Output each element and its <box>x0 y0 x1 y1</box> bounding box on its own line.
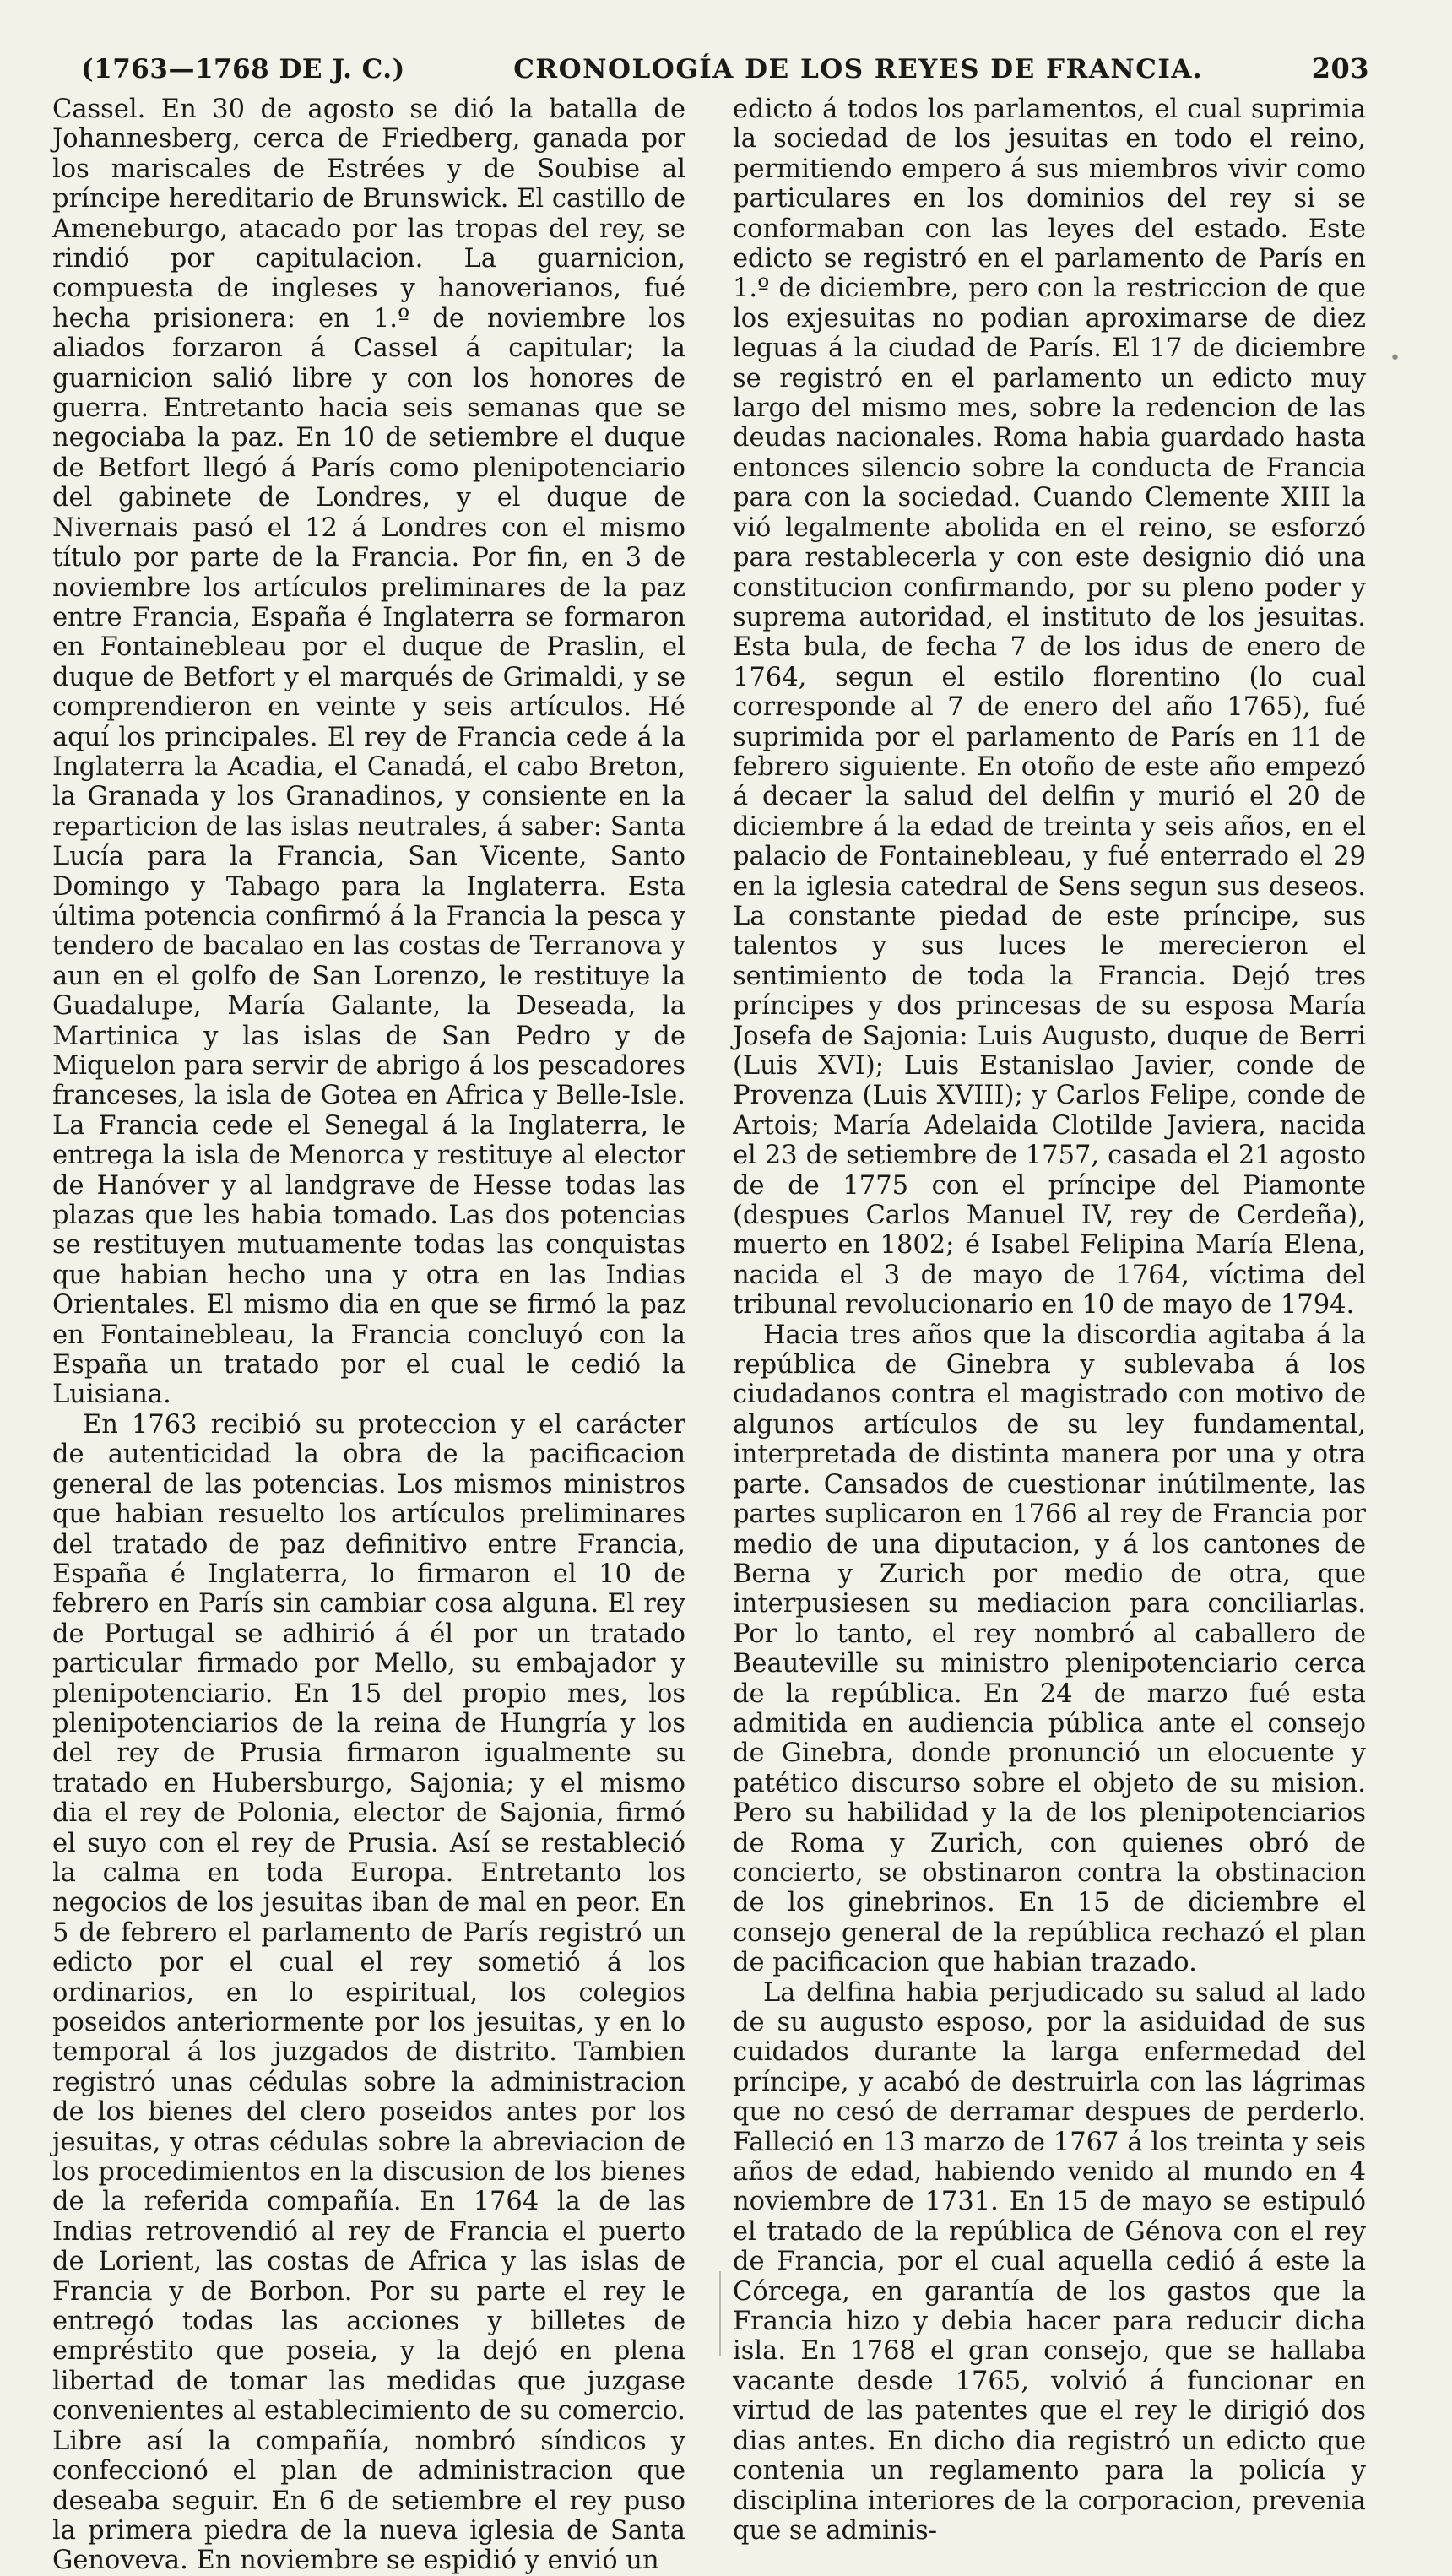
paragraph: En 1763 recibió su proteccion y el carácter de autenticidad la obra de la pacificacion general de las potencias. Los mismos ministros que habian resuelto los artículos preliminares del tratado de paz definitivo entre Francia, España é Inglaterra, lo firmaron el 10 de febrero en París sin cambiar cosa alguna. El rey de Portugal se adhirió á él por un tratado particular firmado por Mello, su embajador y plenipotenciario. En 15 del propio mes, los plenipotenciarios de la reina de Hungría y los del rey de Prusia firmaron igualmente su tratado en Hubersburgo, Sajonia; y el mismo dia el rey de Polonia, elector de Sajonia, firmó el suyo con el rey de Prusia. Así se restableció la calma en toda Europa. Entretanto los negocios de los jesuitas iban de mal en peor. En 5 de febrero el parlamento de París registró un edicto por el cual el rey sometió á los ordinarios, en lo espiritual, los colegios poseidos anteriormente por los jesuitas, y en lo temporal á los juzgados de distrito. Tambien registró unas cédulas sobre la administracion de los bienes del clero poseidos antes por los jesuitas, y otras cédulas sobre la abreviacion de los procedimientos en la discusion de los bienes de la referida compañía. En 1764 la de las Indias retrovendió al rey de Francia el puerto de Lorient, las costas de Africa y las islas de Francia y de Borbon. Por su parte el rey le entregó todas las acciones y billetes de empréstito que poseia, y la dejó en plena libertad de tomar las medidas que juzgase convenientes al establecimiento de su comercio. Libre así la compañía, nombró síndicos y confeccionó el plan de administracion que deseaba seguir. En 6 de setiembre el rey puso la primera piedra de la nueva iglesia de Santa Genoveva. En noviembre se espidió y envió un <box>52 1409 685 2576</box>
header-date-range: (1763—1768 DE J. C.) <box>81 54 405 84</box>
paragraph: edicto á todos los parlamentos, el cual suprimia la sociedad de los jesuitas en todo el reino, permitiendo empero á sus miembros vivir como particulares en los dominios del rey si se conformaban con las leyes del estado. Este edicto se registró en el parlamento de París en 1.º de diciembre, pero con la restriccion de que los exjesuitas no podian aproximarse de diez leguas á la ciudad de París. El 17 de diciembre se registró en el parlamento un edicto muy largo del mismo mes, sobre la redencion de las deudas nacionales. Roma habia guardado hasta entonces silencio sobre la conducta de Francia para con la sociedad. Cuando Clemente XIII la vió legalmente abolida en el reino, se esforzó para restablecerla y con este designio dió una constitucion confirmando, por su pleno poder y suprema autoridad, el instituto de los jesuitas. Esta bula, de fecha 7 de los idus de enero de 1764, segun el estilo florentino (lo cual corresponde al 7 de enero del año 1765), fué suprimida por el parlamento de París en 11 de febrero siguiente. En otoño de este año empezó á decaer la salud del delfin y murió el 20 de diciembre á la edad de treinta y seis años, en el palacio de Fontainebleau, y fué enterrado el 29 en la iglesia catedral de Sens segun sus deseos. La constante piedad de este príncipe, sus talentos y sus luces le merecieron el sentimiento de toda la Francia. Dejó tres príncipes y dos princesas de su esposa María Josefa de Sajonia: Luis Augusto, duque de Berri (Luis XVI); Luis Estanislao Javier, conde de Provenza (Luis XVIII); y Carlos Felipe, conde de Artois; María Adelaida Clotilde Javiera, nacida el 23 de setiembre de 1757, casada el 21 agosto de de 1775 con el príncipe del Piamonte (despues Carlos Manuel IV, rey de Cerdeña), muerto en 1802; é Isabel Felipina María Elena, nacida el 3 de mayo de 1764, víctima del tribunal revolucionario en 10 de mayo de 1794. <box>733 95 1366 1321</box>
margin-mark: • <box>1390 348 1401 369</box>
running-header <box>81 52 1369 93</box>
paragraph: Cassel. En 30 de agosto se dió la batalla de Johannesberg, cerca de Friedberg, ganada por los mariscales de Estrées y de Soubise al príncipe hereditario de Brunswick. El castillo de Ameneburgo, atacado por las tropas del rey, se rindió por capitulacion. La guarnicion, compuesta de ingleses y hanoverianos, fué hecha prisionera: en 1.º de noviembre los aliados forzaron á Cassel á capitular; la guarnicion salió libre y con los honores de guerra. Entretanto hacia seis semanas que se negociaba la paz. En 10 de setiembre el duque de Betfort llegó á París como plenipotenciario del gabinete de Londres, y el duque de Nivernais pasó el 12 á Londres con el mismo título por parte de la Francia. Por fin, en 3 de noviembre los artículos preliminares de la paz entre Francia, España é Inglaterra se formaron en Fontainebleau por el duque de Praslin, el duque de Betfort y el marqués de Grimaldi, y se comprendieron en veinte y seis artículos. Hé aquí los principales. El rey de Francia cede á la Inglaterra la Acadia, el Canadá, el cabo Breton, la Granada y los Granadinos, y consiente en la reparticion de las islas neutrales, á saber: Santa Lucía para la Francia, San Vicente, Santo Domingo y Tabago para la Inglaterra. Esta última potencia confirmó á la Francia la pesca y tendero de bacalao en las costas de Terranova y aun en el golfo de San Lorenzo, le restituye la Guadalupe, María Galante, la Deseada, la Martinica y las islas de San Pedro y de Miquelon para servir de abrigo á los pescadores franceses, la isla de Gotea en Africa y Belle-Isle. La Francia cede el Senegal á la Inglaterra, le entrega la isla de Menorca y restituye al elector de Hanóver y al landgrave de Hesse todas las plazas que les habia tomado. Las dos potencias se restituyen mutuamente todas las conquistas que habian hecho una y otra en las Indias Orientales. El mismo dia en que se firmó la paz en Fontainebleau, la Francia concluyó con la España un tratado por el cual le cedió la Luisiana. <box>52 95 685 1410</box>
column-rule <box>719 2271 721 2356</box>
page-number: 203 <box>1311 52 1369 84</box>
left-column <box>52 95 685 2576</box>
header-title: CRONOLOGÍA DE LOS REYES DE FRANCIA. <box>513 54 1204 84</box>
paragraph: La delfina habia perjudicado su salud al lado de su augusto esposo, por la asiduidad de sus cuidados durante la larga enfermedad del príncipe, y acabó de destruirla con las lágrimas que no cesó de derramar despues de perderlo. Falleció en 13 marzo de 1767 á los treinta y seis años de edad, habiendo venido al mundo en 4 noviembre de 1731. En 15 de mayo se estipuló el tratado de la república de Génova con el rey de Francia, por el cual aquella cedió á este la Córcega, en garantía de los gastos que la Francia hizo y debia hacer para reducir dicha isla. En 1768 el gran consejo, que se hallaba vacante desde 1765, volvió á funcionar en virtud de las patentes que el rey le dirigió dos dias antes. En dicho dia registró un edicto que contenia un reglamento para la policía y disciplina interiores de la corporacion, prevenia que se adminis- <box>733 1977 1366 2546</box>
paragraph: Hacia tres años que la discordia agitaba á la república de Ginebra y sublevaba á los ciudadanos contra el magistrado con motivo de algunos artículos de su ley fundamental, interpretada de distinta manera por una y otra parte. Cansados de cuestionar inútilmente, las partes suplicaron en 1766 al rey de Francia por medio de una diputacion, y á los cantones de Berna y Zurich por medio de otra, que interpusiesen su mediacion para conciliarlas. Por lo tanto, el rey nombró al caballero de Beauteville su ministro plenipotenciario cerca de la república. En 24 de marzo fué esta admitida en audiencia pública ante el consejo de Ginebra, donde pronunció un elocuente y patético discurso sobre el objeto de su mision. Pero su habilidad y la de los plenipotenciarios de Roma y Zurich, con quienes obró de concierto, se obstinaron contra la obstinacion de los ginebrinos. En 15 de diciembre el consejo general de la república rechazó el plan de pacificacion que habian trazado. <box>733 1320 1366 1978</box>
right-column <box>733 95 1366 2546</box>
